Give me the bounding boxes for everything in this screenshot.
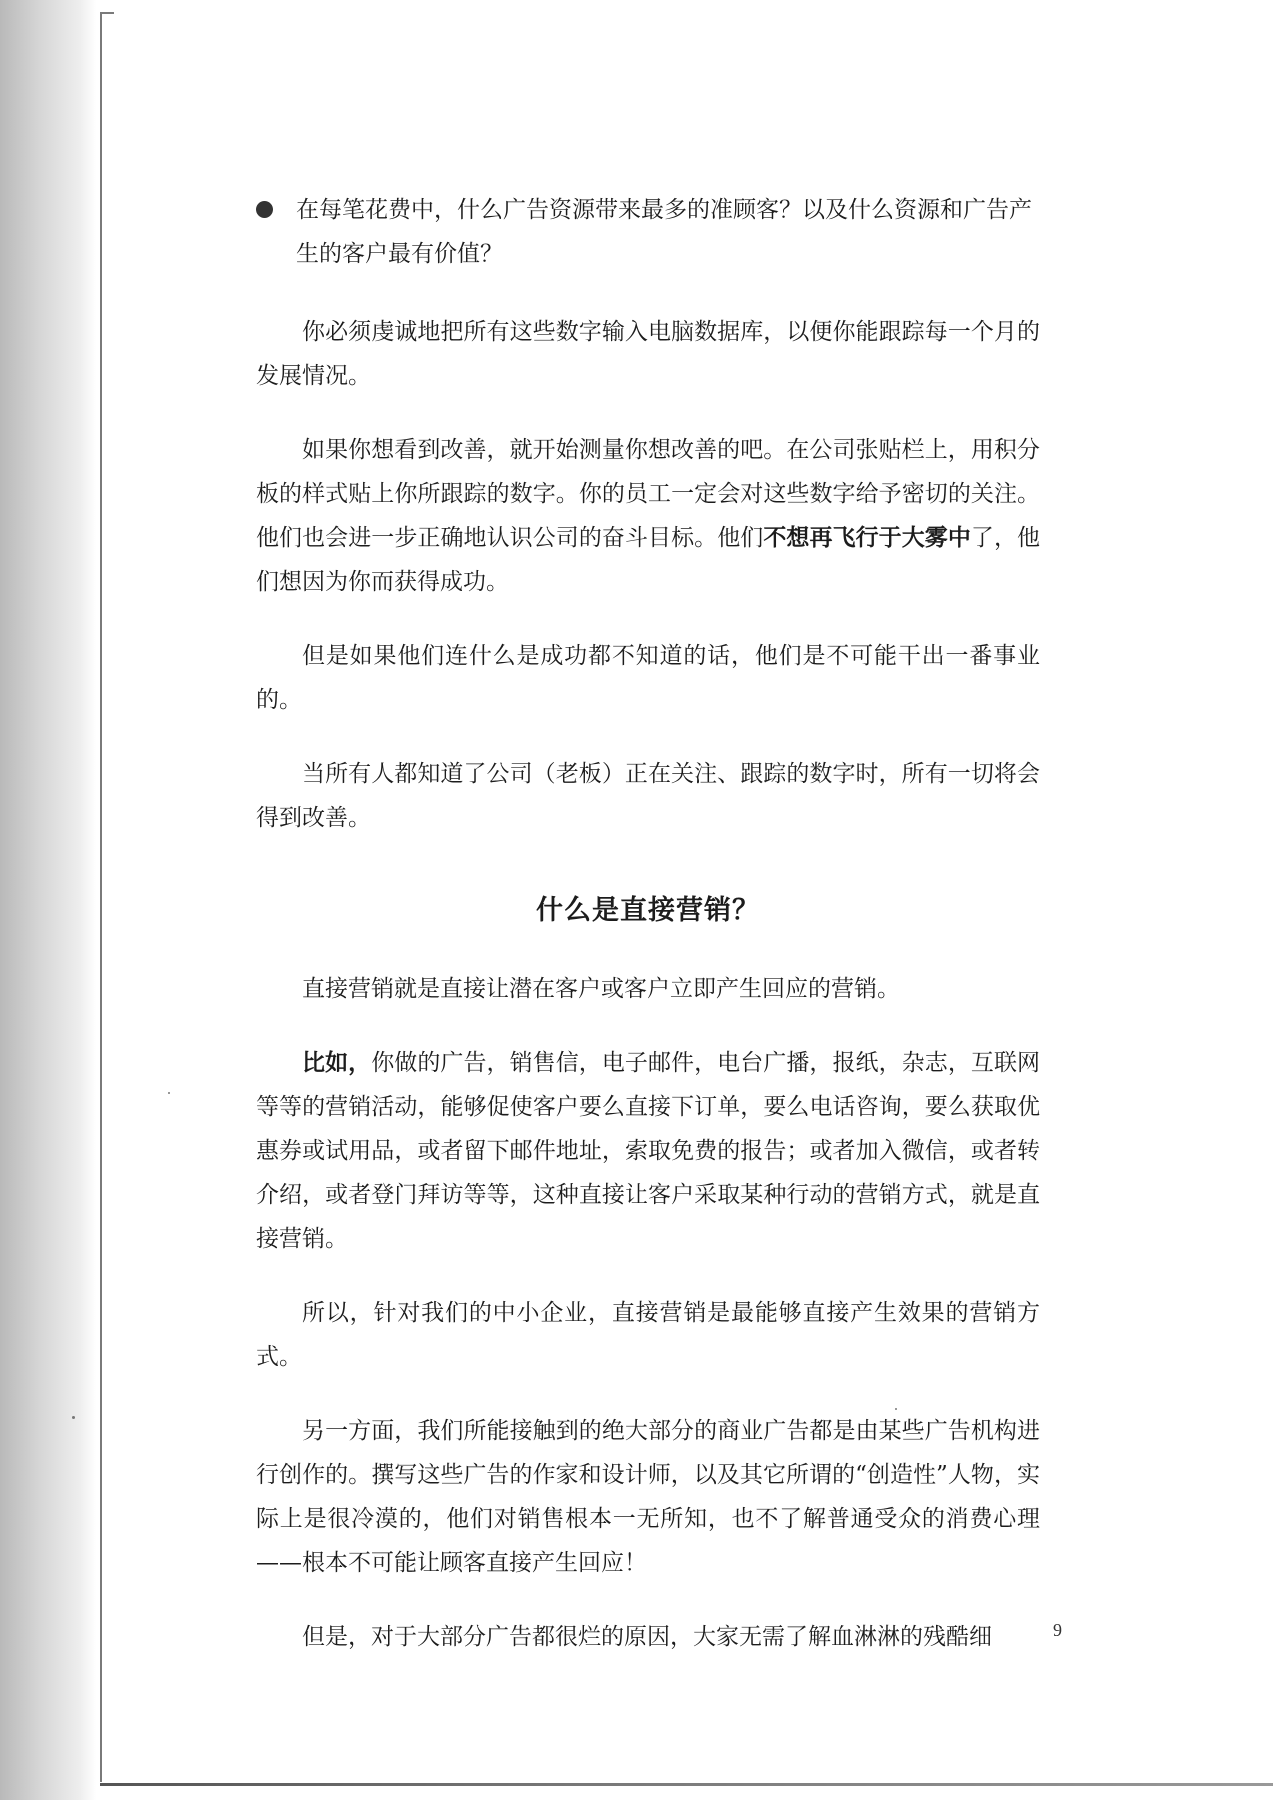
- bullet-item: [212, 188, 1040, 276]
- page-body: [256, 188, 1040, 1689]
- paragraph: 你必须虔诚地把所有这些数字输入电脑数据库，以便你能跟踪每一个月的发展情况。: [256, 319, 1040, 389]
- scan-speck: [168, 1092, 170, 1094]
- bold-phrase: 比如，: [302, 1049, 372, 1076]
- scan-edge-line: [100, 12, 102, 1782]
- paragraph: [256, 428, 1040, 604]
- paragraph: 直接营销就是直接让潜在客户或客户立即产生回应的营销。: [302, 976, 900, 1002]
- paragraph: 另一方面，我们所能接触到的绝大部分的商业广告都是由某些广告机构进行创作的。撰写这些广告的作家和设计师，以及其它所谓的“创造性”人物，实际上是很冷漠的，他们对销售根本一无所知，也不了解普通受众的消费心理——根本不可能让顾客直接产生回应！: [256, 1418, 1040, 1576]
- paragraph: 当所有人都知道了公司（老板）正在关注、跟踪的数字时，所有一切将会得到改善。: [256, 761, 1040, 831]
- scan-speck: [72, 1416, 75, 1419]
- bold-phrase: 不想再飞行于大雾中: [763, 524, 971, 551]
- page-number: 9: [1053, 1620, 1062, 1640]
- paragraph: 但是如果他们连什么是成功都不知道的话，他们是不可能干出一番事业的。: [256, 643, 1040, 713]
- paragraph: [256, 1041, 1040, 1261]
- bullet-text: 在每笔花费中，什么广告资源带来最多的准顾客？以及什么资源和广告产生的客户最有价值？: [296, 197, 1032, 267]
- scan-shadow-left: [0, 0, 96, 1800]
- paragraph-text: 了，他们想因为你而获得成功。: [256, 525, 1041, 595]
- paragraph: 但是，对于大部分广告都很烂的原因，大家无需了解血淋淋的残酷细: [302, 1624, 992, 1650]
- section-heading: 什么是直接营销？: [536, 895, 760, 926]
- scan-bottom-edge: [100, 1783, 1273, 1786]
- paragraph-text: 如果你想看到改善，就开始测量你想改善的吧。在公司张贴栏上，用积分板的样式贴上你所跟踪的数字。你的员工一定会对这些数字给予密切的关注。他们也会进一步正确地认识公司的奋斗目标。他们: [256, 437, 1040, 551]
- bullet-dot-icon: [256, 201, 273, 218]
- paragraph-text: 你做的广告，销售信，电子邮件，电台广播，报纸，杂志，互联网等等的营销活动，能够促使客户要么直接下订单，要么电话咨询，要么获取优惠券或试用品，或者留下邮件地址，索取免费的报告；或者加入微信，或者转介绍，或者登门拜访等等，这种直接让客户采取某种行动的营销方式，就是直接营销。: [256, 1050, 1041, 1252]
- paragraph: 所以，针对我们的中小企业，直接营销是最能够直接产生效果的营销方式。: [256, 1300, 1040, 1370]
- scan-corner-mark: [100, 12, 114, 14]
